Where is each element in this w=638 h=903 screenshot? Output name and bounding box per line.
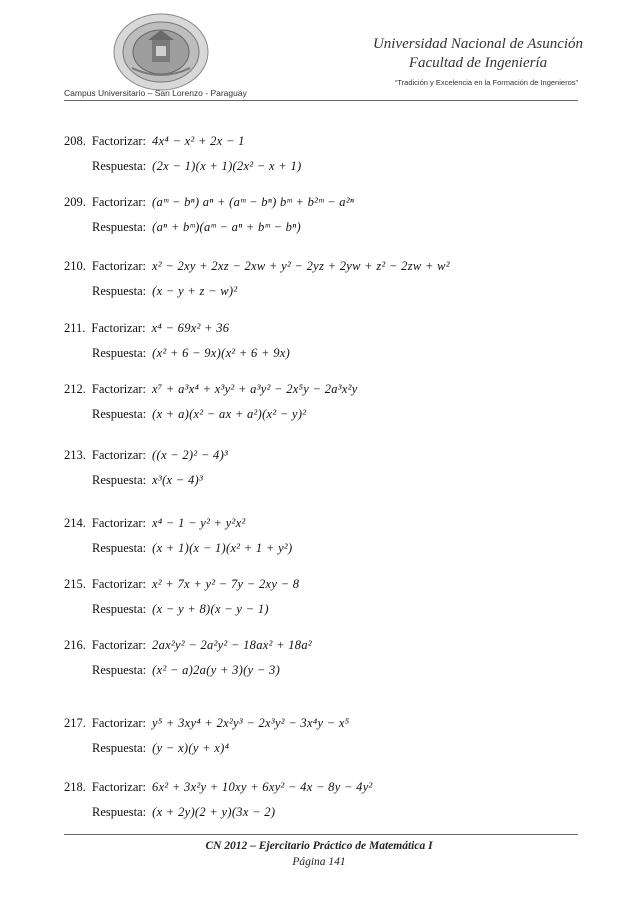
campus-location: Campus Universitario – San Lorenzo - Paraguay xyxy=(64,88,247,98)
problem-statement xyxy=(64,383,358,396)
problem-item xyxy=(64,578,299,615)
header-divider xyxy=(64,100,578,101)
problem-statement xyxy=(64,517,292,530)
problem-expression: 4x⁴ − x² + 2x − 1 xyxy=(152,134,245,148)
problem-expression: x² − 2xy + 2xz − 2xw + y² − 2yz + 2yw + z² − 2zw + w² xyxy=(152,259,450,273)
answer-label: Respuesta: xyxy=(92,283,147,298)
problem-answer xyxy=(92,221,354,234)
answer-label: Respuesta: xyxy=(92,406,147,421)
problem-item xyxy=(64,781,373,818)
problem-item xyxy=(64,196,354,233)
problem-expression: x⁴ − 1 − y² + y²x² xyxy=(152,516,246,530)
faculty-name: Facultad de Ingeniería xyxy=(408,55,548,71)
answer-label: Respuesta: xyxy=(92,472,147,487)
problem-answer xyxy=(92,603,299,616)
problem-answer xyxy=(92,664,312,677)
answer-expression: (x² − a)2a(y + 3)(y − 3) xyxy=(152,662,281,677)
problem-number: 218. xyxy=(64,780,86,794)
university-seal-icon xyxy=(112,12,210,92)
problem-number: 208. xyxy=(64,134,86,148)
answer-expression: (aⁿ + bᵐ)(aᵐ − aⁿ + bᵐ − bⁿ) xyxy=(152,219,301,234)
problem-item xyxy=(64,135,301,172)
problem-statement xyxy=(64,135,301,148)
problem-item xyxy=(64,322,290,359)
problem-expression: x² + 7x + y² − 7y − 2xy − 8 xyxy=(152,577,300,591)
problem-expression: (aᵐ − bⁿ) aⁿ + (aᵐ − bⁿ) bᵐ + b²ᵐ − a²ⁿ xyxy=(152,195,355,209)
problem-label: Factorizar: xyxy=(91,195,147,209)
problem-answer xyxy=(92,160,301,173)
problem-label: Factorizar: xyxy=(91,780,147,794)
problem-label: Factorizar: xyxy=(91,382,147,396)
footer-divider xyxy=(64,834,578,835)
answer-expression: (2x − 1)(x + 1)(2x² − x + 1) xyxy=(152,158,302,173)
problem-statement xyxy=(64,449,228,462)
problem-item xyxy=(64,517,292,554)
answer-label: Respuesta: xyxy=(92,804,147,819)
answer-label: Respuesta: xyxy=(92,219,147,234)
problem-answer xyxy=(92,408,358,421)
problem-expression: x⁷ + a³x⁴ + x³y² + a³y² − 2x⁵y − 2a³x²y xyxy=(152,382,358,396)
footer-page-number: Página 141 xyxy=(292,856,346,868)
problem-answer xyxy=(92,285,450,298)
problem-statement xyxy=(64,196,354,209)
problem-item xyxy=(64,260,450,297)
university-name: Universidad Nacional de Asunción xyxy=(372,36,584,52)
problem-answer xyxy=(92,742,349,755)
answer-label: Respuesta: xyxy=(92,601,147,616)
problem-expression: y⁵ + 3xy⁴ + 2x²y³ − 2x³y² − 3x⁴y − x⁵ xyxy=(152,716,350,730)
problem-number: 216. xyxy=(64,638,86,652)
problem-item xyxy=(64,449,228,486)
problem-statement xyxy=(64,781,373,794)
problem-item xyxy=(64,383,358,420)
problem-label: Factorizar: xyxy=(91,321,146,335)
problem-expression: 6x² + 3x²y + 10xy + 6xy² − 4x − 8y − 4y² xyxy=(152,780,373,794)
answer-expression: (x + a)(x² − ax + a²)(x² − y)² xyxy=(152,406,307,421)
problem-statement xyxy=(64,717,349,730)
problem-answer xyxy=(92,542,292,555)
problem-expression: 2ax²y² − 2a²y² − 18ax² + 18a² xyxy=(152,638,312,652)
answer-expression: (x + 2y)(2 + y)(3x − 2) xyxy=(152,804,276,819)
answer-label: Respuesta: xyxy=(92,345,147,360)
problem-expression: ((x − 2)² − 4)³ xyxy=(152,448,229,462)
problem-item xyxy=(64,639,312,676)
answer-expression: (x² + 6 − 9x)(x² + 6 + 9x) xyxy=(152,345,291,360)
problem-number: 215. xyxy=(64,577,86,591)
problem-number: 209. xyxy=(64,195,86,209)
answer-label: Respuesta: xyxy=(92,740,147,755)
problem-number: 214. xyxy=(64,516,86,530)
answer-expression: (y − x)(y + x)⁴ xyxy=(152,740,230,755)
problem-expression: x⁴ − 69x² + 36 xyxy=(151,321,230,335)
problem-number: 212. xyxy=(64,382,86,396)
problem-label: Factorizar: xyxy=(91,716,147,730)
problem-label: Factorizar: xyxy=(91,448,147,462)
problem-answer xyxy=(92,347,290,360)
problem-statement xyxy=(64,260,450,273)
problem-answer xyxy=(92,474,228,487)
answer-label: Respuesta: xyxy=(92,662,147,677)
answer-expression: (x + 1)(x − 1)(x² + 1 + y²) xyxy=(152,540,293,555)
answer-expression: (x − y + z − w)² xyxy=(152,283,238,298)
answer-expression: (x − y + 8)(x − y − 1) xyxy=(152,601,269,616)
problem-number: 213. xyxy=(64,448,86,462)
problem-statement xyxy=(64,639,312,652)
motto: “Tradición y Excelencia en la Formación de Ingenieros” xyxy=(394,78,578,87)
problem-label: Factorizar: xyxy=(91,134,147,148)
problem-number: 211. xyxy=(64,321,86,335)
answer-expression: x³(x − 4)³ xyxy=(152,472,204,487)
problem-label: Factorizar: xyxy=(91,638,147,652)
answer-label: Respuesta: xyxy=(92,540,147,555)
problem-number: 210. xyxy=(64,259,86,273)
problem-item xyxy=(64,717,349,754)
problem-statement xyxy=(64,578,299,591)
university-name-block xyxy=(358,36,598,72)
footer-course: CN 2012 – Ejercitario Práctico de Matemática I xyxy=(205,840,433,852)
problem-label: Factorizar: xyxy=(91,516,147,530)
problem-label: Factorizar: xyxy=(91,259,147,273)
problem-answer xyxy=(92,806,373,819)
problem-number: 217. xyxy=(64,716,86,730)
problem-label: Factorizar: xyxy=(91,577,147,591)
problem-statement xyxy=(64,322,290,335)
answer-label: Respuesta: xyxy=(92,158,147,173)
